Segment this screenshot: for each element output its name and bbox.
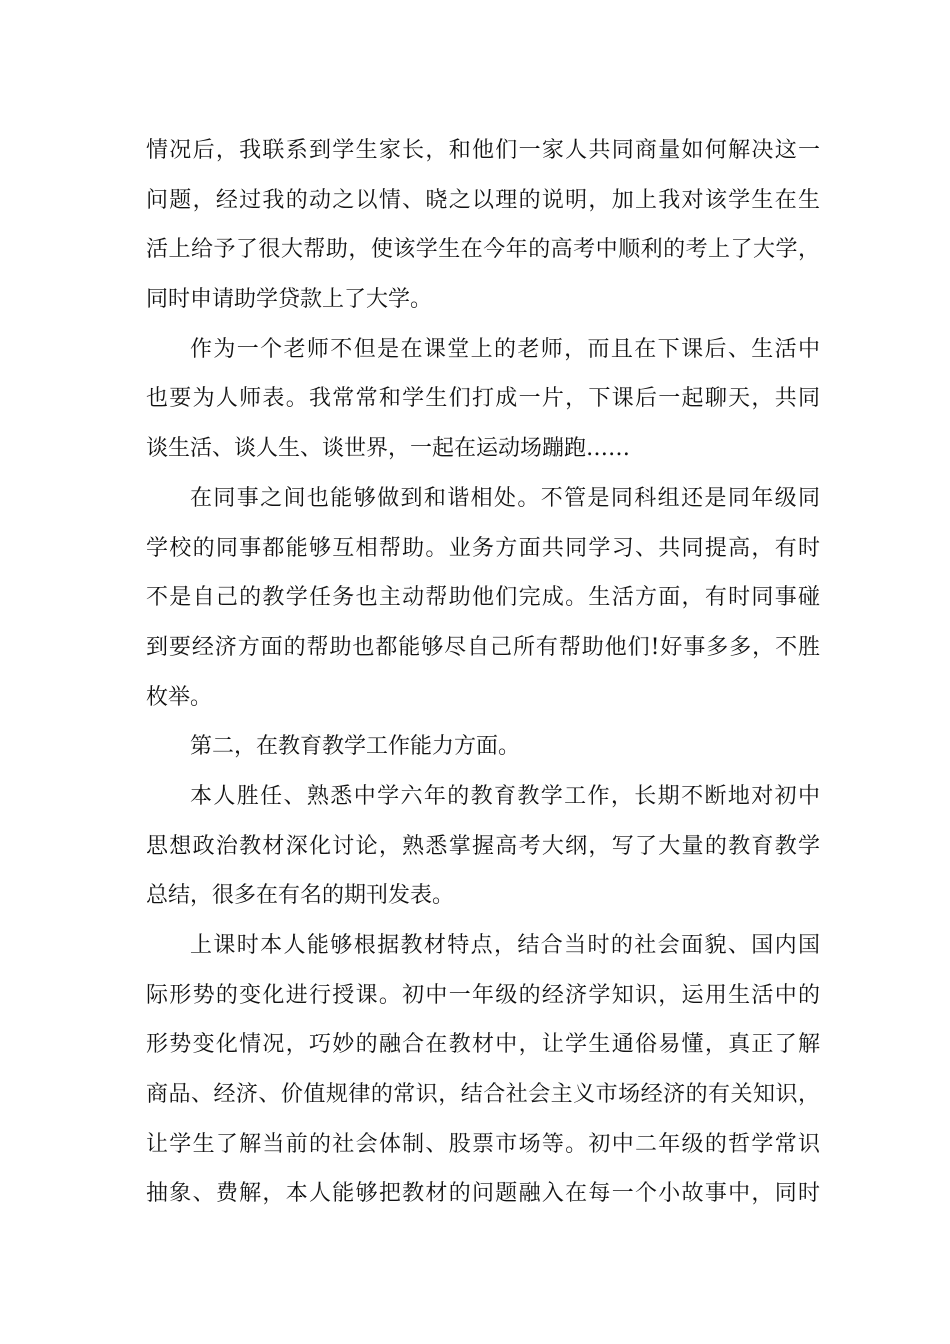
document-line: 作为一个老师不但是在课堂上的老师，而且在下课后、生活中 [190,336,820,362]
document-line: 到要经济方面的帮助也都能够尽自己所有帮助他们!好事多多，不胜 [146,634,820,660]
document-body [146,126,820,1219]
document-line: 形势变化情况，巧妙的融合在教材中，让学生通俗易懂，真正了解 [146,1032,820,1058]
document-line: 让学生了解当前的社会体制、股票市场等。初中二年级的哲学常识 [146,1131,820,1157]
document-line: 商品、经济、价值规律的常识，结合社会主义市场经济的有关知识， [146,1082,820,1108]
document-line: 情况后，我联系到学生家长，和他们一家人共同商量如何解决这一 [146,138,820,163]
document-line: 思想政治教材深化讨论，熟悉掌握高考大纲，写了大量的教育教学 [146,833,820,859]
document-line: 同时申请助学贷款上了大学。 [146,287,433,313]
document-line: 不是自己的教学任务也主动帮助他们完成。生活方面，有时同事碰 [146,585,820,611]
document-line: 抽象、费解，本人能够把教材的问题融入在每一个小故事中，同时 [146,1181,820,1207]
document-line: 也要为人师表。我常常和学生们打成一片，下课后一起聊天，共同 [146,386,820,412]
document-line: 本人胜任、熟悉中学六年的教育教学工作，长期不断地对初中 [190,783,820,809]
document-line: 问题，经过我的动之以情、晓之以理的说明，加上我对该学生在生 [146,187,820,213]
document-line: 第二，在教育教学工作能力方面。 [190,734,521,760]
document-line: 学校的同事都能够互相帮助。业务方面共同学习、共同提高，有时 [146,535,820,561]
document-line: 活上给予了很大帮助，使该学生在今年的高考中顺利的考上了大学， [146,237,820,263]
document-line: 际形势的变化进行授课。初中一年级的经济学知识，运用生活中的 [146,982,820,1008]
document-line: 枚举。 [146,684,213,710]
document-line: 谈生活、谈人生、谈世界，一起在运动场蹦跑…… [146,436,631,462]
document-line: 总结，很多在有名的期刊发表。 [146,883,455,909]
document-line: 在同事之间也能够做到和谐相处。不管是同科组还是同年级同 [190,485,820,511]
document-line: 上课时本人能够根据教材特点，结合当时的社会面貌、国内国 [190,933,820,958]
